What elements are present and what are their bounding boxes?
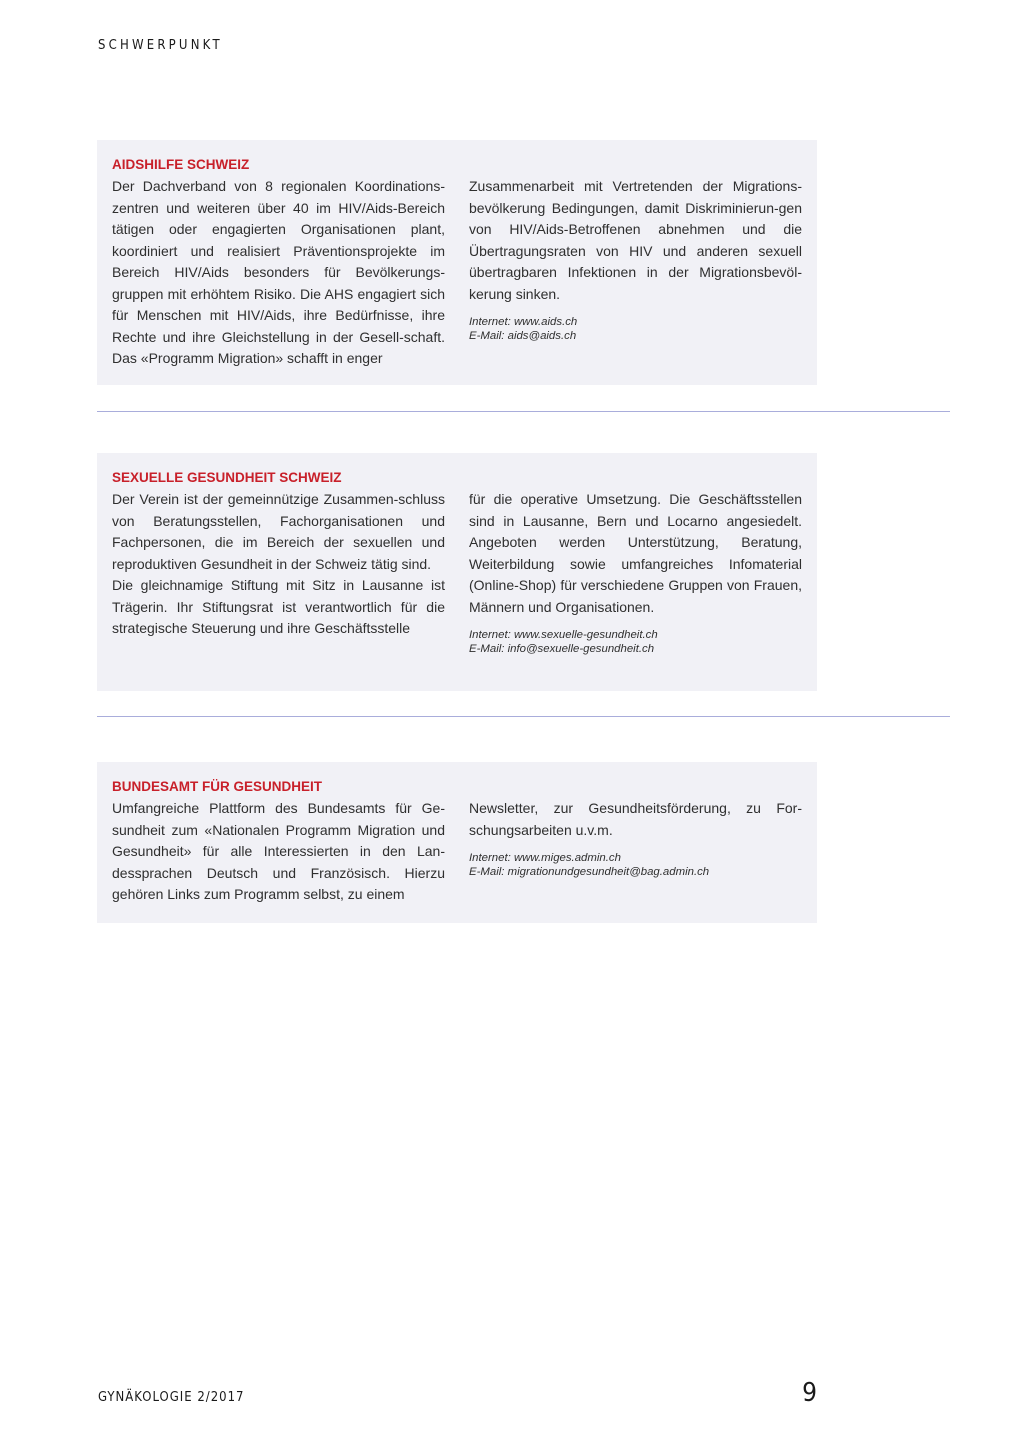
right-column: [469, 489, 802, 656]
body-paragraph: Der Verein ist der gemeinnützige Zusammen-schluss von Beratungsstellen, Fachorganisationen und Fachpersonen, die im Bereich der sexuellen und reproduktiven Gesundheit in der Schweiz tätig sind.: [112, 491, 445, 572]
contact-info: [469, 851, 802, 879]
info-box-aidshilfe: [97, 140, 817, 385]
internet-link[interactable]: Internet: www.aids.ch: [469, 316, 578, 328]
email-link[interactable]: E-Mail: info@sexuelle-gesundheit.ch: [469, 643, 655, 655]
info-box-sexuelle-gesundheit: [97, 453, 817, 691]
email-link[interactable]: E-Mail: migrationundgesundheit@bag.admin.ch: [469, 866, 710, 878]
page-number: 9: [802, 1378, 817, 1408]
info-box-bundesamt: [97, 762, 817, 923]
body-paragraph: Die gleichnamige Stiftung mit Sitz in Lausanne ist Trägerin. Ihr Stiftungsrat ist verantwortlich für die strategische Steuerung und ihre Geschäftsstelle: [112, 577, 445, 636]
contact-info: [469, 628, 802, 656]
body-paragraph: Der Dachverband von 8 regionalen Koordinations-zentren und weiteren über 40 im HIV/Aids-Bereich tätigen oder engagierten Organisationen plant, koordiniert und realisiert Präventionsprojekte im Bereich HIV/Aids besonders für Bevölkerungs-gruppen mit erhöhtem Risiko. Die AHS engagiert sich für Menschen mit HIV/Aids, ihre Bedürfnisse, ihre Rechte und ihre Gleichstellung in der Gesell-schaft. Das «Programm Migration» schafft in enger: [112, 178, 445, 366]
right-column: [469, 798, 802, 906]
box-title: AIDSHILFE SCHWEIZ: [112, 157, 250, 172]
box-title: SEXUELLE GESUNDHEIT SCHWEIZ: [112, 470, 342, 485]
left-column: [112, 489, 445, 656]
box-title: BUNDESAMT FÜR GESUNDHEIT: [112, 779, 323, 794]
body-paragraph: Newsletter, zur Gesundheitsförderung, zu For-schungsarbeiten u.v.m.: [469, 800, 802, 838]
left-column: [112, 176, 445, 370]
journal-footer: GYNÄKOLOGIE 2/2017: [98, 1390, 245, 1405]
body-paragraph: Zusammenarbeit mit Vertretenden der Migrations-bevölkerung Bedingungen, damit Diskriminierun-gen von HIV/Aids-Betroffenen abnehmen und die Übertragungsraten von HIV und anderen sexuell übertragbaren Infektionen in der Migrationsbevöl-kerung sinken.: [469, 178, 802, 302]
body-paragraph: Umfangreiche Plattform des Bundesamts für Ge-sundheit zum «Nationalen Programm Migration und Gesundheit» für alle Interessierten in den Lan-dessprachen Deutsch und Französisch. Hierzu gehören Links zum Programm selbst, zu einem: [112, 800, 445, 902]
divider-rule: [97, 716, 950, 717]
internet-link[interactable]: Internet: www.miges.admin.ch: [469, 852, 621, 864]
divider-rule: [97, 411, 950, 412]
contact-info: [469, 315, 802, 343]
internet-link[interactable]: Internet: www.sexuelle-gesundheit.ch: [469, 629, 658, 641]
body-paragraph: für die operative Umsetzung. Die Geschäftsstellen sind in Lausanne, Bern und Locarno angesiedelt. Angeboten werden Unterstützung, Beratung, Weiterbildung sowie umfangreiches Infomaterial (Online-Shop) für verschiedene Gruppen von Frauen, Männern und Organisationen.: [469, 491, 802, 615]
section-label: SCHWERPUNKT: [98, 38, 223, 53]
right-column: [469, 176, 802, 370]
left-column: [112, 798, 445, 906]
email-link[interactable]: E-Mail: aids@aids.ch: [469, 330, 577, 342]
